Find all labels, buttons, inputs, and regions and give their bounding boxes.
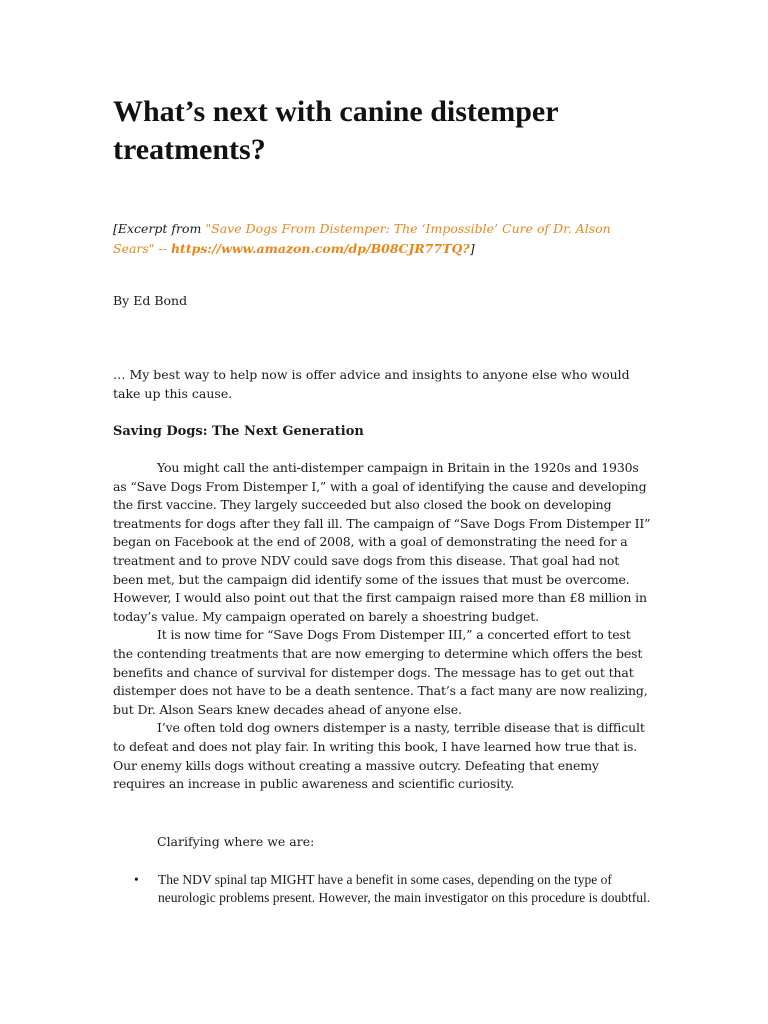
section-heading: Saving Dogs: The Next Generation <box>113 424 364 439</box>
excerpt-close: ] <box>469 241 475 256</box>
book-title: "Save Dogs From Distemper: The ‘Impossible’ Cure of Dr. Alson Sears" <box>113 221 611 256</box>
body-paragraph: You might call the anti-distemper campaign in Britain in the 1920s and 1930s as “Save Dogs From Distemper I,” with a goal of identifying the cause and developing the first vaccine. They largely succeeded but also closed the book on developing treatments for dogs after they fall ill. The campaign of “Save Dogs From Distemper II” began on Facebook at the end of 2008, with a goal of demonstrating the need for a treatment and to prove NDV could save dogs from this disease. That goal had not been met, but the campaign did identify some of the issues that must be overcome. However, I would also point out that the first campaign raised more than £8 million in today’s value. My campaign operated on barely a shoestring budget. <box>113 460 651 624</box>
bullet-text: The NDV spinal tap MIGHT have a benefit in some cases, depending on the type of neurologic problems present. However, the main investigator on this procedure is doubtful. <box>158 872 651 905</box>
excerpt-open: [Excerpt from <box>113 221 206 236</box>
body-paragraph: I’ve often told dog owners distemper is a nasty, terrible disease that is difficult to defeat and does not play fair. In writing this book, I have learned how true that is. Our enemy kills dogs without creating a massive outcry. Defeating that enemy requires an increase in public awareness and scientific curiosity. <box>113 720 645 792</box>
excerpt-separator: -- <box>154 241 171 256</box>
excerpt-note <box>113 219 653 259</box>
intro-paragraph: … My best way to help now is offer advice and insights to anyone else who would take up this cause. <box>113 367 630 401</box>
amazon-link[interactable]: https://www.amazon.com/dp/B08CJR77TQ? <box>170 241 470 256</box>
article-title: What’s next with canine distemper treatments? <box>113 95 558 166</box>
body-paragraph: It is now time for “Save Dogs From Distemper III,” a concerted effort to test the contending treatments that are now emerging to determine which offers the best benefits and chance of survival for distemper dogs. The message has to get out that distemper does not have to be a death sentence. That’s a fact many are now realizing, but Dr. Alson Sears knew decades ahead of anyone else. <box>113 627 648 717</box>
byline: By Ed Bond <box>113 293 188 308</box>
bullet-list <box>113 871 661 907</box>
list-item <box>113 871 661 907</box>
body-text <box>113 459 653 794</box>
clarifying-text: Clarifying where we are: <box>157 834 315 849</box>
bullet-marker: • <box>134 872 139 887</box>
